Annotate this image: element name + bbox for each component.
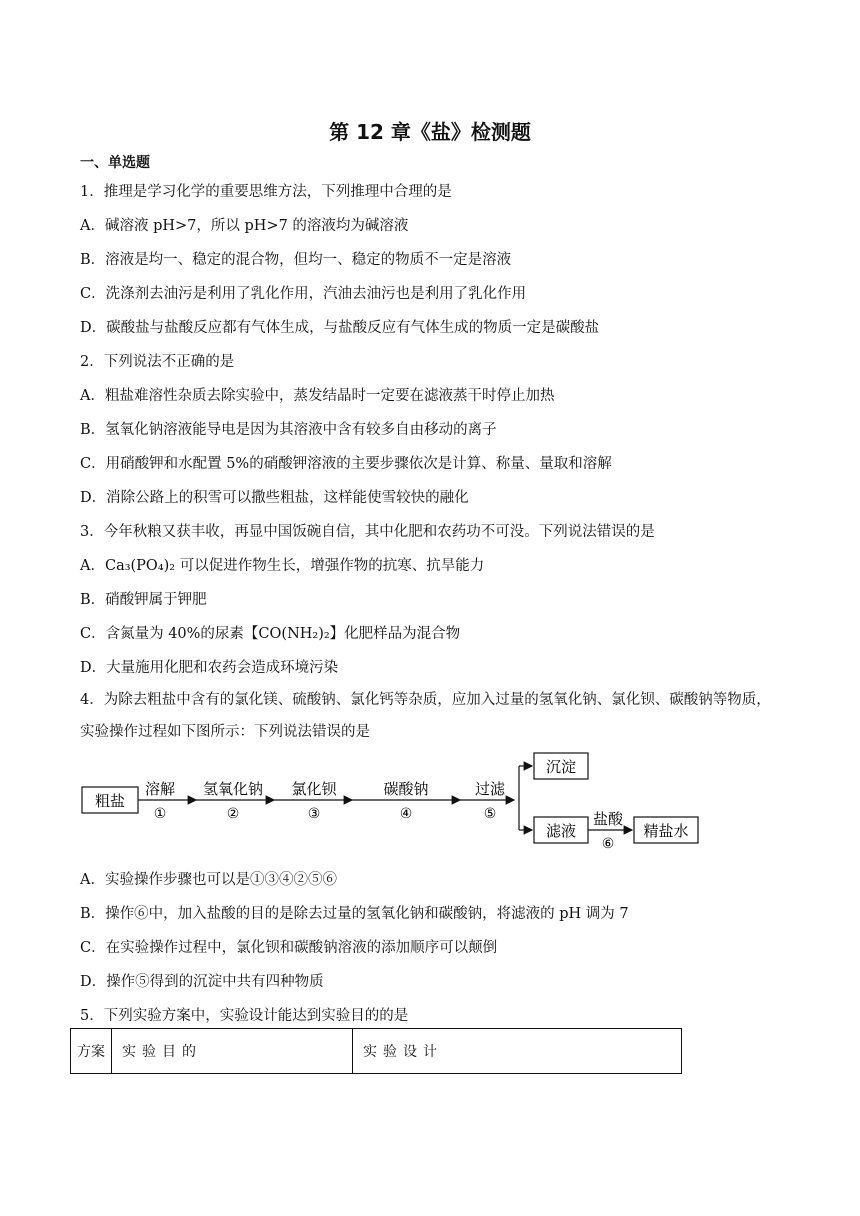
question-1-option-a: A．碱溶液 pH>7，所以 pH>7 的溶液均为碱溶液: [80, 218, 409, 234]
step-5-label: 过滤: [474, 780, 506, 798]
question-3-option-a: A．Ca₃(PO₄)₂ 可以促进作物生长，增强作物的抗寒、抗旱能力: [80, 558, 485, 574]
table-header-row: [71, 1029, 682, 1074]
question-3-option-c: C．含氮量为 40%的尿素【CO(NH₂)₂】化肥样品为混合物: [80, 626, 461, 642]
question-1-option-d: D．碳酸盐与盐酸反应都有气体生成，与盐酸反应有气体生成的物质一定是碳酸盐: [80, 320, 600, 336]
step-4-number: ④: [399, 806, 413, 822]
process-flow-diagram: [78, 752, 718, 852]
question-3-stem: 3．今年秋粮又获丰收，再显中国饭碗自信，其中化肥和农药功不可没。下列说法错误的是: [80, 524, 655, 540]
question-2-option-b: B．氢氧化钠溶液能导电是因为其溶液中含有较多自由移动的离子: [80, 422, 497, 438]
step-3-number: ③: [307, 806, 321, 822]
question-2-stem: 2．下列说法不正确的是: [80, 354, 235, 370]
acid-label: 盐酸: [592, 810, 624, 828]
question-3-option-d: D．大量施用化肥和农药会造成环境污染: [80, 660, 339, 676]
question-4-option-b: B．操作⑥中，加入盐酸的目的是除去过量的氢氧化钠和碳酸钠，将滤液的 pH 调为 7: [80, 906, 629, 922]
filtrate-label: 滤液: [545, 822, 577, 840]
question-4-option-a: A．实验操作步骤也可以是①③④②⑤⑥: [80, 872, 337, 888]
step-4-label: 碳酸钠: [383, 780, 429, 798]
precipitate-label: 沉淀: [545, 758, 577, 776]
question-2-option-d: D．消除公路上的积雪可以撒些粗盐，这样能使雪较快的融化: [80, 490, 469, 506]
step-5-number: ⑤: [483, 806, 497, 822]
question-4-stem-continued: 实验操作过程如下图所示：下列说法错误的是: [80, 724, 370, 740]
question-4-stem: 4．为除去粗盐中含有的氯化镁、硫酸钠、氯化钙等杂质，应加入过量的氢氧化钠、氯化钡、碳酸钠等物质，: [80, 692, 771, 708]
step-3-label: 氯化钡: [291, 780, 337, 798]
section-heading: 一、单选题: [80, 155, 150, 171]
question-2-option-a: A．粗盐难溶性杂质去除实验中，蒸发结晶时一定要在滤液蒸干时停止加热: [80, 388, 555, 404]
step-2-number: ②: [226, 806, 240, 822]
question-1-stem: 1．推理是学习化学的重要思维方法，下列推理中合理的是: [80, 184, 452, 200]
brine-label: 精盐水: [643, 822, 689, 840]
crude-salt-label: 粗盐: [94, 792, 126, 810]
step-1-label: 溶解: [144, 780, 176, 798]
question-5-stem: 5．下列实验方案中，实验设计能达到实验目的的是: [80, 1008, 409, 1024]
question-4-option-c: C．在实验操作过程中，氯化钡和碳酸钠溶液的添加顺序可以颠倒: [80, 940, 498, 956]
header-plan: 方案: [71, 1029, 112, 1074]
header-design: 实验设计: [353, 1029, 682, 1074]
question-3-option-b: B．硝酸钾属于钾肥: [80, 592, 207, 608]
question-1-option-c: C．洗涤剂去油污是利用了乳化作用，汽油去油污也是利用了乳化作用: [80, 286, 527, 302]
page-title: 第 12 章《盐》检测题: [329, 120, 531, 144]
question-2-option-c: C．用硝酸钾和水配置 5%的硝酸钾溶液的主要步骤依次是计算、称量、量取和溶解: [80, 456, 612, 472]
plan-table: [70, 1028, 682, 1074]
step-1-number: ①: [153, 806, 167, 822]
header-purpose: 实验目的: [112, 1029, 353, 1074]
step-2-label: 氢氧化钠: [202, 780, 264, 798]
question-1-option-b: B．溶液是均一、稳定的混合物，但均一、稳定的物质不一定是溶液: [80, 252, 512, 268]
question-4-option-d: D．操作⑤得到的沉淀中共有四种物质: [80, 974, 324, 990]
step-6-number: ⑥: [601, 836, 615, 852]
